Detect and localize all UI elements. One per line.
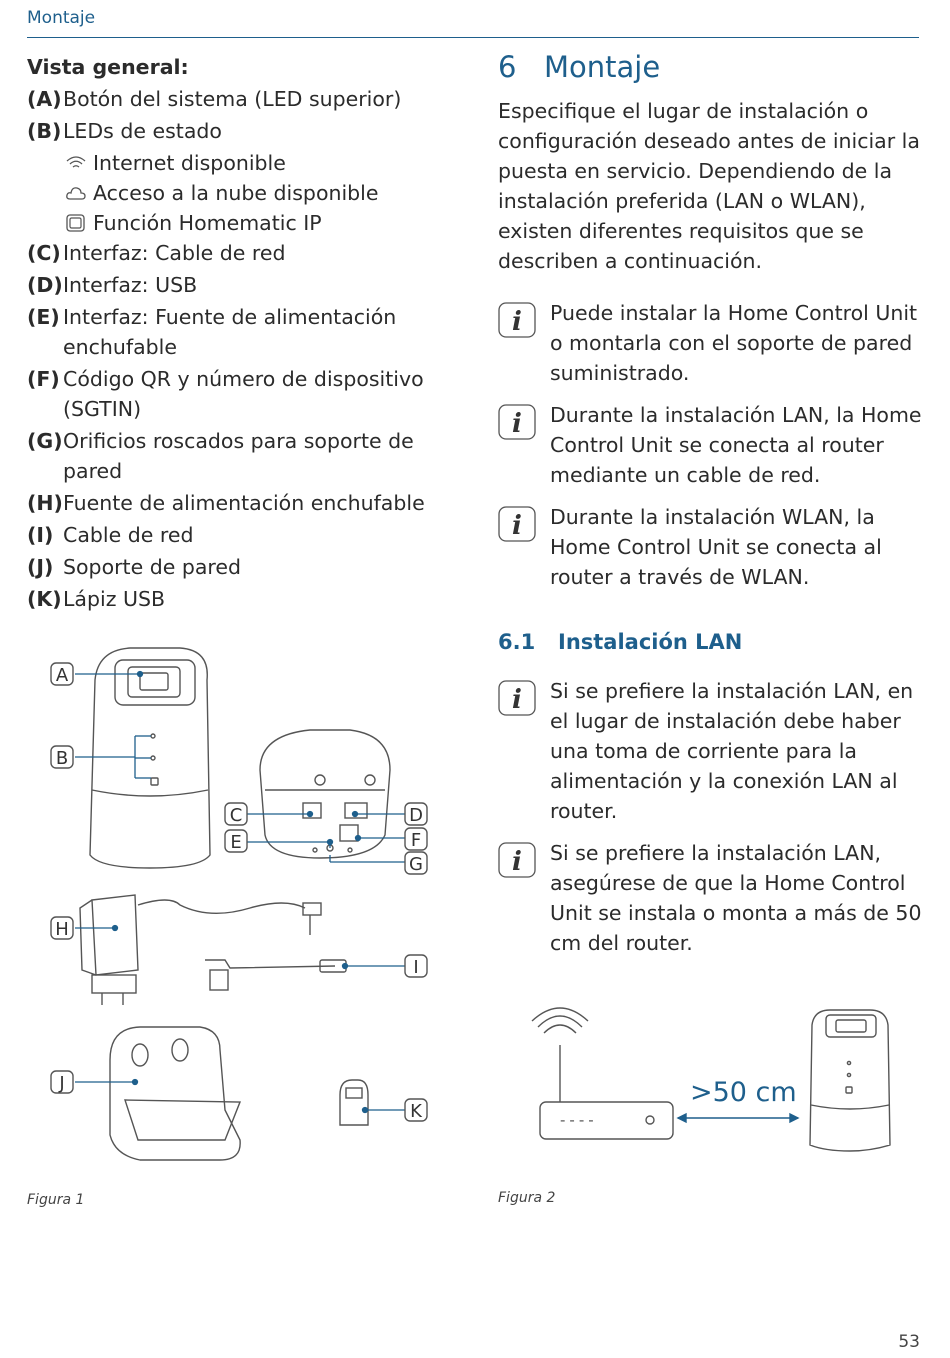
distance-label: >50 cm [690,1077,797,1108]
figure-label-d: D [409,805,423,826]
header-rule [27,37,919,38]
hcu-illustration [810,1010,890,1151]
item-text: Lápiz USB [63,587,166,611]
list-item-c [27,238,467,268]
info-note [498,838,923,958]
wifi-waves-icon [532,1008,588,1033]
info-note [498,298,923,388]
figure-label-f: F [410,830,422,851]
led-text: Internet disponible [93,151,286,175]
figure-label-c: C [229,805,243,826]
item-text: LEDs de estado [63,119,222,143]
section-montaje [498,50,923,970]
section-heading [498,50,923,84]
section-title: Montaje [544,50,661,84]
item-letter: (B) [27,119,62,143]
figure-label-j: J [59,1073,65,1094]
svg-text:i: i [512,307,522,337]
item-letter: (H) [27,491,63,515]
info-icon [498,506,536,542]
info-note-text: Durante la instalación WLAN, la Home Control Unit se conecta al router a través de WLAN. [550,505,882,589]
info-icon [498,842,536,878]
svg-text:i: i [512,409,522,439]
item-letter: (G) [27,429,63,453]
item-text: Cable de red [63,523,194,547]
hcu-back-illustration [260,730,390,858]
led-item-internet [27,148,467,178]
svg-text:i: i [512,685,522,715]
led-text: Función Homematic IP [93,211,322,235]
list-item-h [27,488,467,518]
subsection-heading [498,630,923,654]
list-item-a [27,84,467,114]
figure-1-caption: Figura 1 [27,1192,85,1208]
item-text: Soporte de pared [63,555,242,579]
page-number: 53 [898,1332,920,1352]
list-item-g [27,426,467,486]
list-item-d [27,270,467,300]
info-note [498,400,923,490]
list-item-j [27,552,467,582]
figure-label-e: E [230,832,242,853]
item-letter: (E) [27,305,60,329]
list-item-b [27,116,467,146]
subsection-title: Instalación LAN [558,630,743,654]
distance-arrow [678,1114,798,1122]
figure-2 [520,1005,900,1155]
item-letter: (F) [27,367,60,391]
wall-bracket-illustration [110,1027,240,1160]
svg-text:i: i [512,847,522,877]
section-number: 6 [498,50,517,84]
led-text: Acceso a la nube disponible [93,181,379,205]
section-intro: Especifique el lugar de instalación o configuración deseado antes de iniciar la puesta en servicio. Dependiendo de la instalación preferida (LAN o WLAN), existen diferentes requisitos que se describen a continuación. [498,99,920,273]
wifi-icon [65,154,87,172]
info-icon [498,404,536,440]
power-supply-illustration [80,895,321,1005]
figure-label-h: H [55,919,69,940]
list-item-e [27,302,467,362]
item-letter: (C) [27,241,61,265]
item-letter: (J) [27,555,54,579]
figure-label-b: B [55,748,69,769]
info-note-text: Si se prefiere la instalación LAN, en el lugar de instalación debe haber una toma de corriente para la alimentación y la conexión LAN al router. [550,679,914,823]
list-item-f [27,364,467,424]
square-icon [65,214,87,232]
led-item-homematic [27,208,467,238]
info-icon [498,680,536,716]
item-text: Orificios roscados para soporte de pared [63,429,414,483]
router-display: ---- [560,1111,598,1129]
figure-2-caption: Figura 2 [498,1190,556,1206]
item-text: Interfaz: USB [63,273,198,297]
info-note [498,502,923,592]
item-text: Interfaz: Cable de red [63,241,286,265]
subsection-number: 6.1 [498,630,536,654]
info-note-text: Puede instalar la Home Control Unit o montarla con el soporte de pared suministrado. [550,301,918,385]
svg-text:i: i [512,511,522,541]
info-note-text: Durante la instalación LAN, la Home Control Unit se conecta al router mediante un cable de red. [550,403,922,487]
item-letter: (I) [27,523,54,547]
info-note-text: Si se prefiere la instalación LAN, asegúrese de que la Home Control Unit se instala o monta a más de 50 cm del router. [550,841,922,955]
led-item-cloud [27,178,467,208]
figure-label-k: K [410,1101,422,1122]
figure-label-a: A [55,665,69,686]
network-cable-illustration [205,960,346,990]
item-text: Código QR y número de dispositivo (SGTIN) [63,367,424,421]
item-text: Botón del sistema (LED superior) [63,87,402,111]
cloud-icon [65,184,87,202]
figure-label-i: I [413,957,419,978]
figure-1 [20,640,460,1180]
list-item-i [27,520,467,550]
overview-list [27,52,467,616]
item-letter: (A) [27,87,62,111]
info-note [498,676,923,826]
info-icon [498,302,536,338]
usb-stick-illustration [340,1080,368,1125]
overview-title: Vista general: [27,55,189,79]
list-item-k [27,584,467,614]
running-header: Montaje [27,8,96,28]
figure-label-g: G [409,854,423,875]
item-letter: (K) [27,587,62,611]
item-text: Fuente de alimentación enchufable [63,491,425,515]
item-text: Interfaz: Fuente de alimentación enchufable [63,305,397,359]
item-letter: (D) [27,273,63,297]
